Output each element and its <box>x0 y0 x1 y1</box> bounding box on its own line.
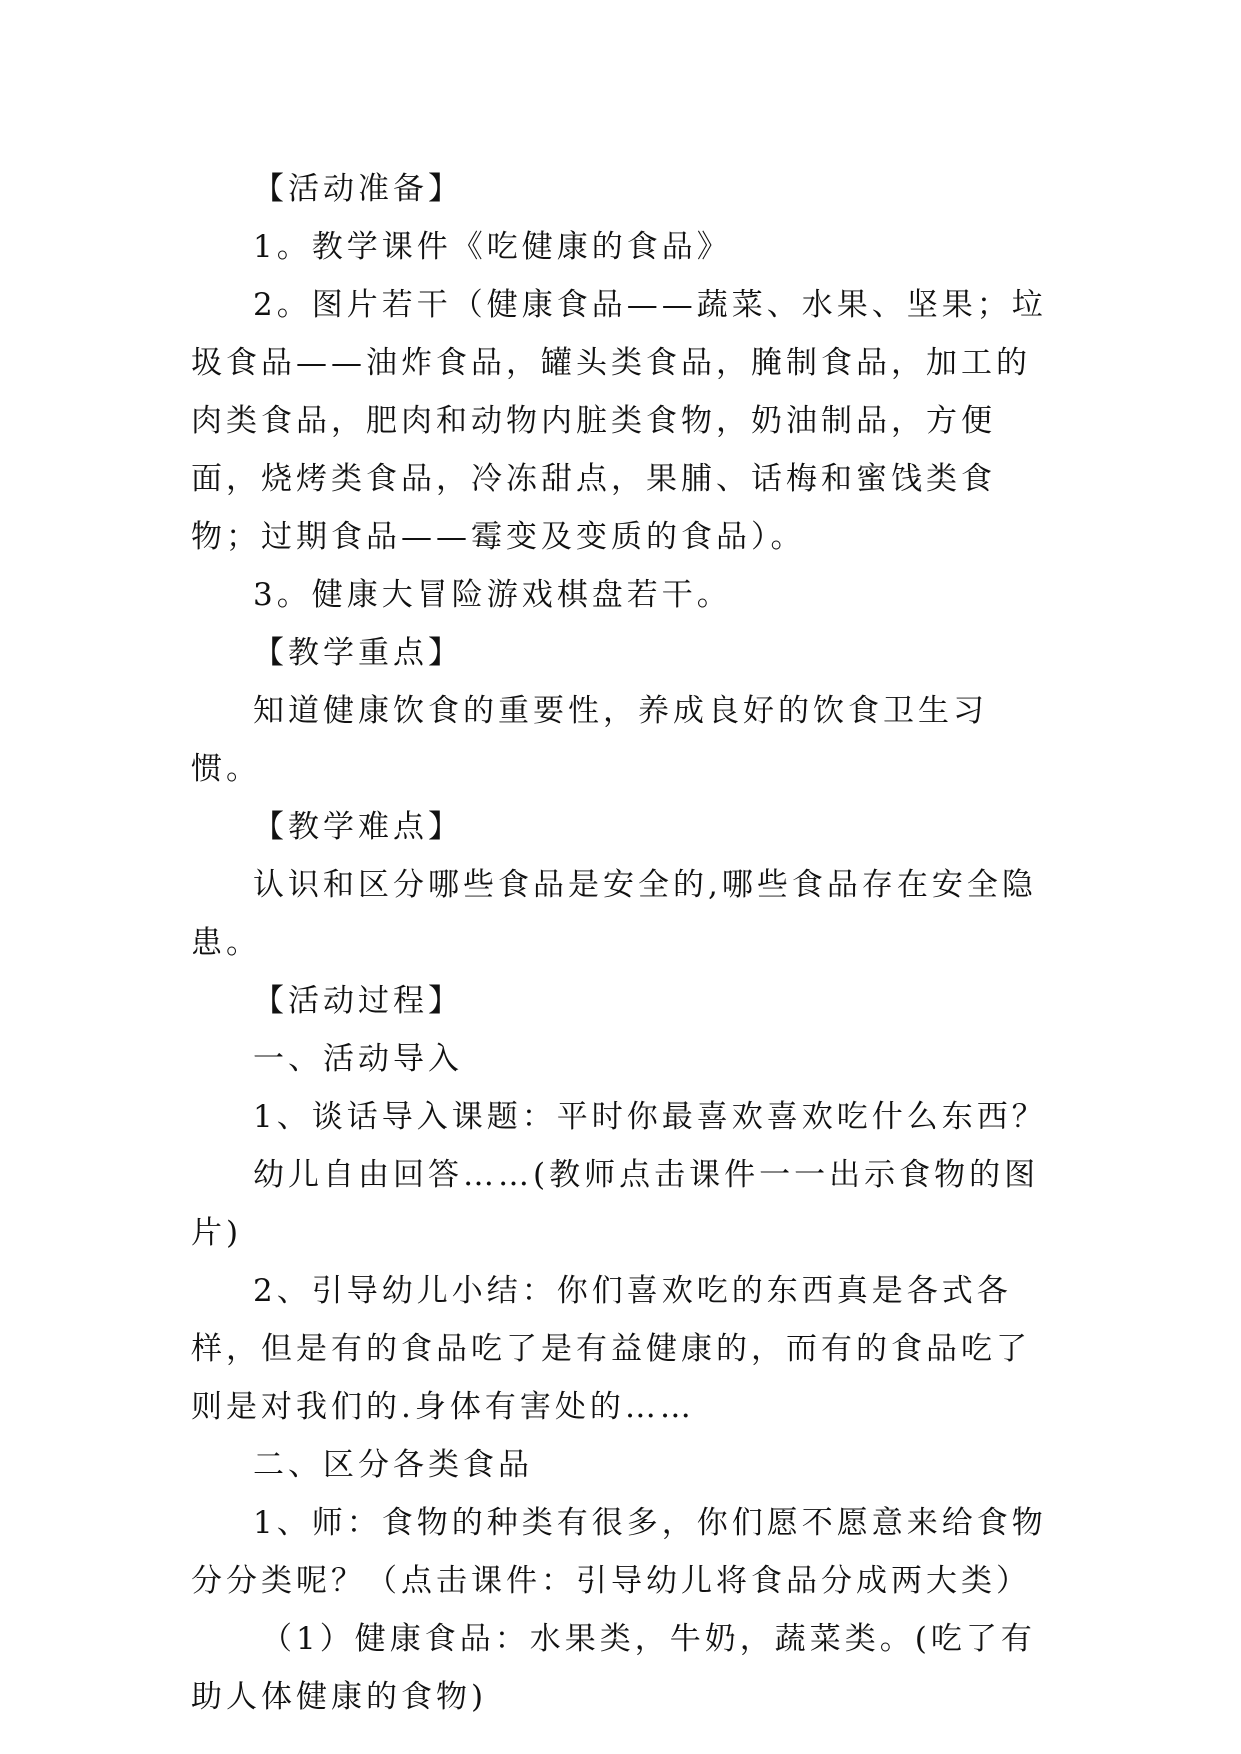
section-2-title: 二、区分各类食品 <box>253 1447 533 1483</box>
section-1-step-1: 1、谈话导入课题：平时你最喜欢喜欢吃什么东西？ <box>253 1099 1047 1135</box>
section-1-title: 一、活动导入 <box>253 1041 463 1077</box>
section-2-step-1: 1、师：食物的种类有很多，你们愿不愿意来给食物分分类呢？（点击课件：引导幼儿将食品分成两大类） <box>191 1505 1047 1599</box>
heading-teaching-difficulty: 【教学难点】 <box>253 809 463 845</box>
prep-item-1: 1。教学课件《吃健康的食品》 <box>253 229 732 265</box>
prep-item-2: 2。图片若干（健康食品——蔬菜、水果、坚果；垃圾食品——油炸食品，罐头类食品，腌制食品，加工的肉类食品，肥肉和动物内脏类食物，奶油制品，方便面，烧烤类食品，冷冻甜点，果脯、话梅和蜜饯类食物；过期食品——霉变及变质的食品）。 <box>191 287 1047 555</box>
section-1-answer: 幼儿自由回答……(教师点击课件一一出示食物的图片) <box>191 1157 1040 1251</box>
heading-activity-preparation: 【活动准备】 <box>253 171 463 207</box>
heading-activity-process: 【活动过程】 <box>253 983 463 1019</box>
section-2-item-1: （1）健康食品：水果类，牛奶，蔬菜类。(吃了有助人体健康的食物) <box>191 1621 1036 1715</box>
teaching-focus-text: 知道健康饮食的重要性，养成良好的饮食卫生习惯。 <box>191 693 988 787</box>
section-1-step-2: 2、引导幼儿小结：你们喜欢吃的东西真是各式各样，但是有的食品吃了是有益健康的，而有的食品吃了则是对我们的.身体有害处的…… <box>191 1273 1031 1425</box>
prep-item-3: 3。健康大冒险游戏棋盘若干。 <box>253 577 732 613</box>
heading-teaching-focus: 【教学重点】 <box>253 635 463 671</box>
document-body <box>191 160 1051 1726</box>
teaching-difficulty-text: 认识和区分哪些食品是安全的,哪些食品存在安全隐患。 <box>191 867 1037 961</box>
